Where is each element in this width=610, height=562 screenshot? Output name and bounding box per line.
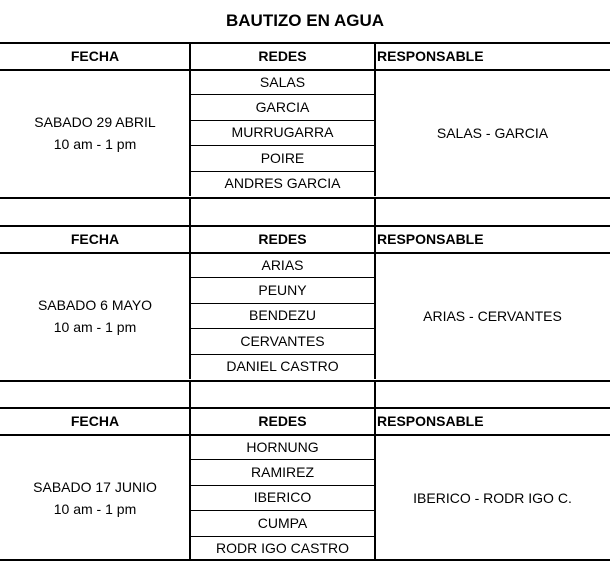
grid-line-h xyxy=(190,120,375,121)
grid-line-h xyxy=(190,171,375,172)
grid-line-v xyxy=(374,197,376,225)
time-text: 10 am - 1 pm xyxy=(53,135,137,152)
responsable-cell: ARIAS - CERVANTES xyxy=(423,307,562,324)
grid-line-h xyxy=(190,303,375,304)
grid-line-h xyxy=(190,536,375,537)
responsable-cell: IBERICO - RODR IGO C. xyxy=(413,489,572,506)
red-name: HORNUNG xyxy=(246,438,319,455)
grid-line-h xyxy=(190,510,375,511)
grid-line-h xyxy=(190,328,375,329)
grid-line-h xyxy=(190,354,375,355)
red-name: ARIAS xyxy=(261,256,304,273)
date-text: SABADO 17 JUNIO xyxy=(33,478,157,495)
time-text: 10 am - 1 pm xyxy=(53,500,137,517)
header-redes: REDES xyxy=(258,47,307,64)
header-fecha: FECHA xyxy=(70,230,120,247)
red-name: CUMPA xyxy=(257,514,308,531)
grid-line-h xyxy=(0,197,610,199)
grid-line-h xyxy=(0,380,610,382)
header-redes: REDES xyxy=(258,230,307,247)
grid-line-h xyxy=(190,94,375,95)
red-name: GARCIA xyxy=(255,99,310,116)
red-name: RAMIREZ xyxy=(251,464,314,481)
date-cell xyxy=(0,434,190,561)
grid-line-h xyxy=(190,485,375,486)
red-name: BENDEZU xyxy=(249,307,316,324)
header-responsable: RESPONSABLE xyxy=(377,412,484,429)
grid-line-h xyxy=(190,459,375,460)
grid-line-h xyxy=(190,277,375,278)
date-cell xyxy=(0,252,190,379)
grid-line-v xyxy=(189,197,191,225)
responsable-cell: SALAS - GARCIA xyxy=(436,124,549,141)
header-fecha: FECHA xyxy=(70,412,120,429)
red-name: SALAS xyxy=(259,73,306,90)
red-name: ANDRES GARCIA xyxy=(224,175,341,192)
red-name: IBERICO xyxy=(253,489,312,506)
grid-line-v xyxy=(189,380,191,408)
red-name: RODR IGO CASTRO xyxy=(215,540,349,557)
date-cell xyxy=(0,69,190,196)
date-text: SABADO 29 ABRIL xyxy=(34,113,156,130)
date-text: SABADO 6 MAYO xyxy=(37,296,153,313)
red-name: PEUNY xyxy=(258,282,307,299)
red-name: DANIEL CASTRO xyxy=(226,358,339,375)
red-name: POIRE xyxy=(260,149,305,166)
grid-line-v xyxy=(374,380,376,408)
red-name: MURRUGARRA xyxy=(231,124,334,141)
header-fecha: FECHA xyxy=(70,47,120,64)
grid-line-h xyxy=(0,559,610,561)
header-redes: REDES xyxy=(258,412,307,429)
table-title: BAUTIZO EN AGUA xyxy=(225,11,385,30)
time-text: 10 am - 1 pm xyxy=(53,318,137,335)
header-responsable: RESPONSABLE xyxy=(377,47,484,64)
header-responsable: RESPONSABLE xyxy=(377,230,484,247)
grid-line-h xyxy=(190,145,375,146)
red-name: CERVANTES xyxy=(240,332,325,349)
